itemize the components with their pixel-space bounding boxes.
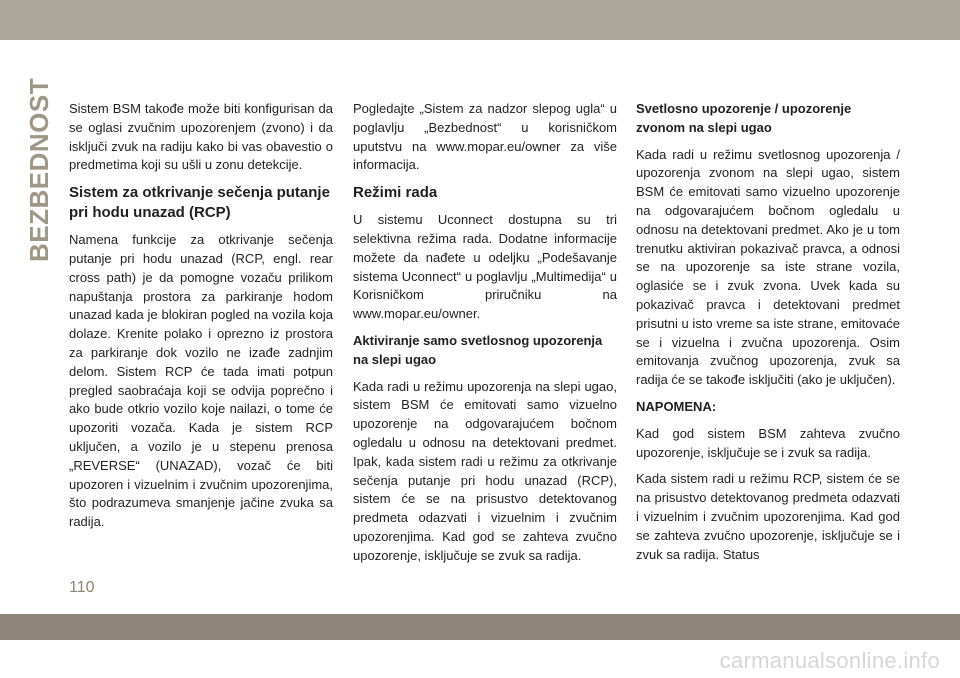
page-number: 110: [69, 579, 95, 596]
section-heading: Režimi rada: [353, 184, 438, 202]
paragraph: Kada radi u režimu svetlosnog upozorenja / upozorenja zvonom na slepi ugao, sistem BSM će emitovati samo vizuelno upozorenje na odgovarajućem bočnom ogledalu u odnosu na detektovani predmet. Ako je u tom trenutku aktiviran pokazivač pravca, a odnosi se na upozorenje sa iste strane vozila, oglasiće se i zvuk zvona. Uvek kada su pokazivač pravca i detektovani predmet prisutni u isto vreme sa iste strane, emitovaće se i vizuelna i zvučna upozorenja. Osim emitovanja zvučnog upozorenja, zvuk sa radija će se takođe isključiti (ako je uključen).: [636, 146, 900, 388]
paragraph: Kada sistem radi u režimu RCP, sistem će se na prisustvo detektovanog predmeta odazvati i vizuelnim i zvučnim upozorenjima. Kad god se zahteva zvučno upozorenje, isključuje se i zvuk sa radija. Status: [636, 471, 900, 562]
footer-band: [0, 614, 960, 640]
paragraph: U sistemu Uconnect dostupna su tri selektivna režima rada. Dodatne informacije možete da nađete u odeljku „Podešavanje sistema Uconnect“ u poglavlju „Multimedija“ u Korisničkom priručniku na www.mopar.eu/owner.: [353, 212, 617, 322]
section-side-title: BEZBEDNOST: [24, 77, 54, 262]
section-heading: Sistem za otkrivanje sečenja putanje pri hodu unazad (RCP): [69, 184, 330, 222]
text-column-3: [636, 100, 900, 572]
text-column-1: [69, 100, 333, 540]
paragraph: Pogledajte „Sistem za nadzor slepog ugla“ u poglavlju „Bezbednost“ u korisničkom uputstvu na www.mopar.eu/owner za više informacija.: [353, 101, 617, 173]
subsection-heading: Svetlosno upozorenje / upozorenje zvonom na slepi ugao: [636, 101, 852, 135]
paragraph: Namena funkcije za otkrivanje sečenja putanje pri hodu unazad (RCP, engl. rear cross path) je da pomogne vozaču prilikom napuštanja prostora za parkiranje hodom unazad kada je blokiran pogled na vozila koja dolaze. Krenite polako i oprezno iz prostora za parkiranje dok vozilo ne izađe zadnjim delom. Sistem RCP će tada imati potpun pregled saobraćaja koji se odvija poprečno i ako bude otkrio vozilo koje nailazi, o tome će upozoriti vozača. Kada je sistem RCP uključen, a vozilo je u stepenu prenosa „REVERSE“ (UNAZAD), vozač će biti upozoren i vizuelnim i zvučnim upozorenjima, što podrazumeva smanjenje jačine zvuka sa radija.: [69, 232, 333, 530]
note-label: NAPOMENA:: [636, 398, 717, 414]
watermark-text: carmanualsonline.info: [719, 648, 940, 673]
paragraph: Sistem BSM takođe može biti konfigurisan da se oglasi zvučnim upozorenjem (zvono) i da isključi zvuk na radiju kako bi vas obavestio o predmetima koji su ušli u zonu detekcije.: [69, 101, 333, 173]
header-band: [0, 0, 960, 40]
note-text: Kad god sistem BSM zahteva zvučno upozorenje, isključuje se i zvuk sa radija.: [636, 425, 900, 460]
paragraph: Kada radi u režimu upozorenja na slepi ugao, sistem BSM će emitovati samo vizuelno upozorenje na odgovarajućem bočnom ogledalu u odnosu na detektovani predmet. Ipak, kada sistem radi u režimu za otkrivanje sečenja putanje pri hodu unazad (RCP), sistem će se na prisustvo detektovanog predmeta odazvati i vizuelnim i zvučnim upozorenjima. Kad god se zahteva zvučno upozorenje, isključuje se zvuk sa radija.: [353, 378, 617, 563]
text-column-2: [353, 100, 617, 574]
subsection-heading: Aktiviranje samo svetlosnog upozorenja na slepi ugao: [353, 332, 603, 367]
